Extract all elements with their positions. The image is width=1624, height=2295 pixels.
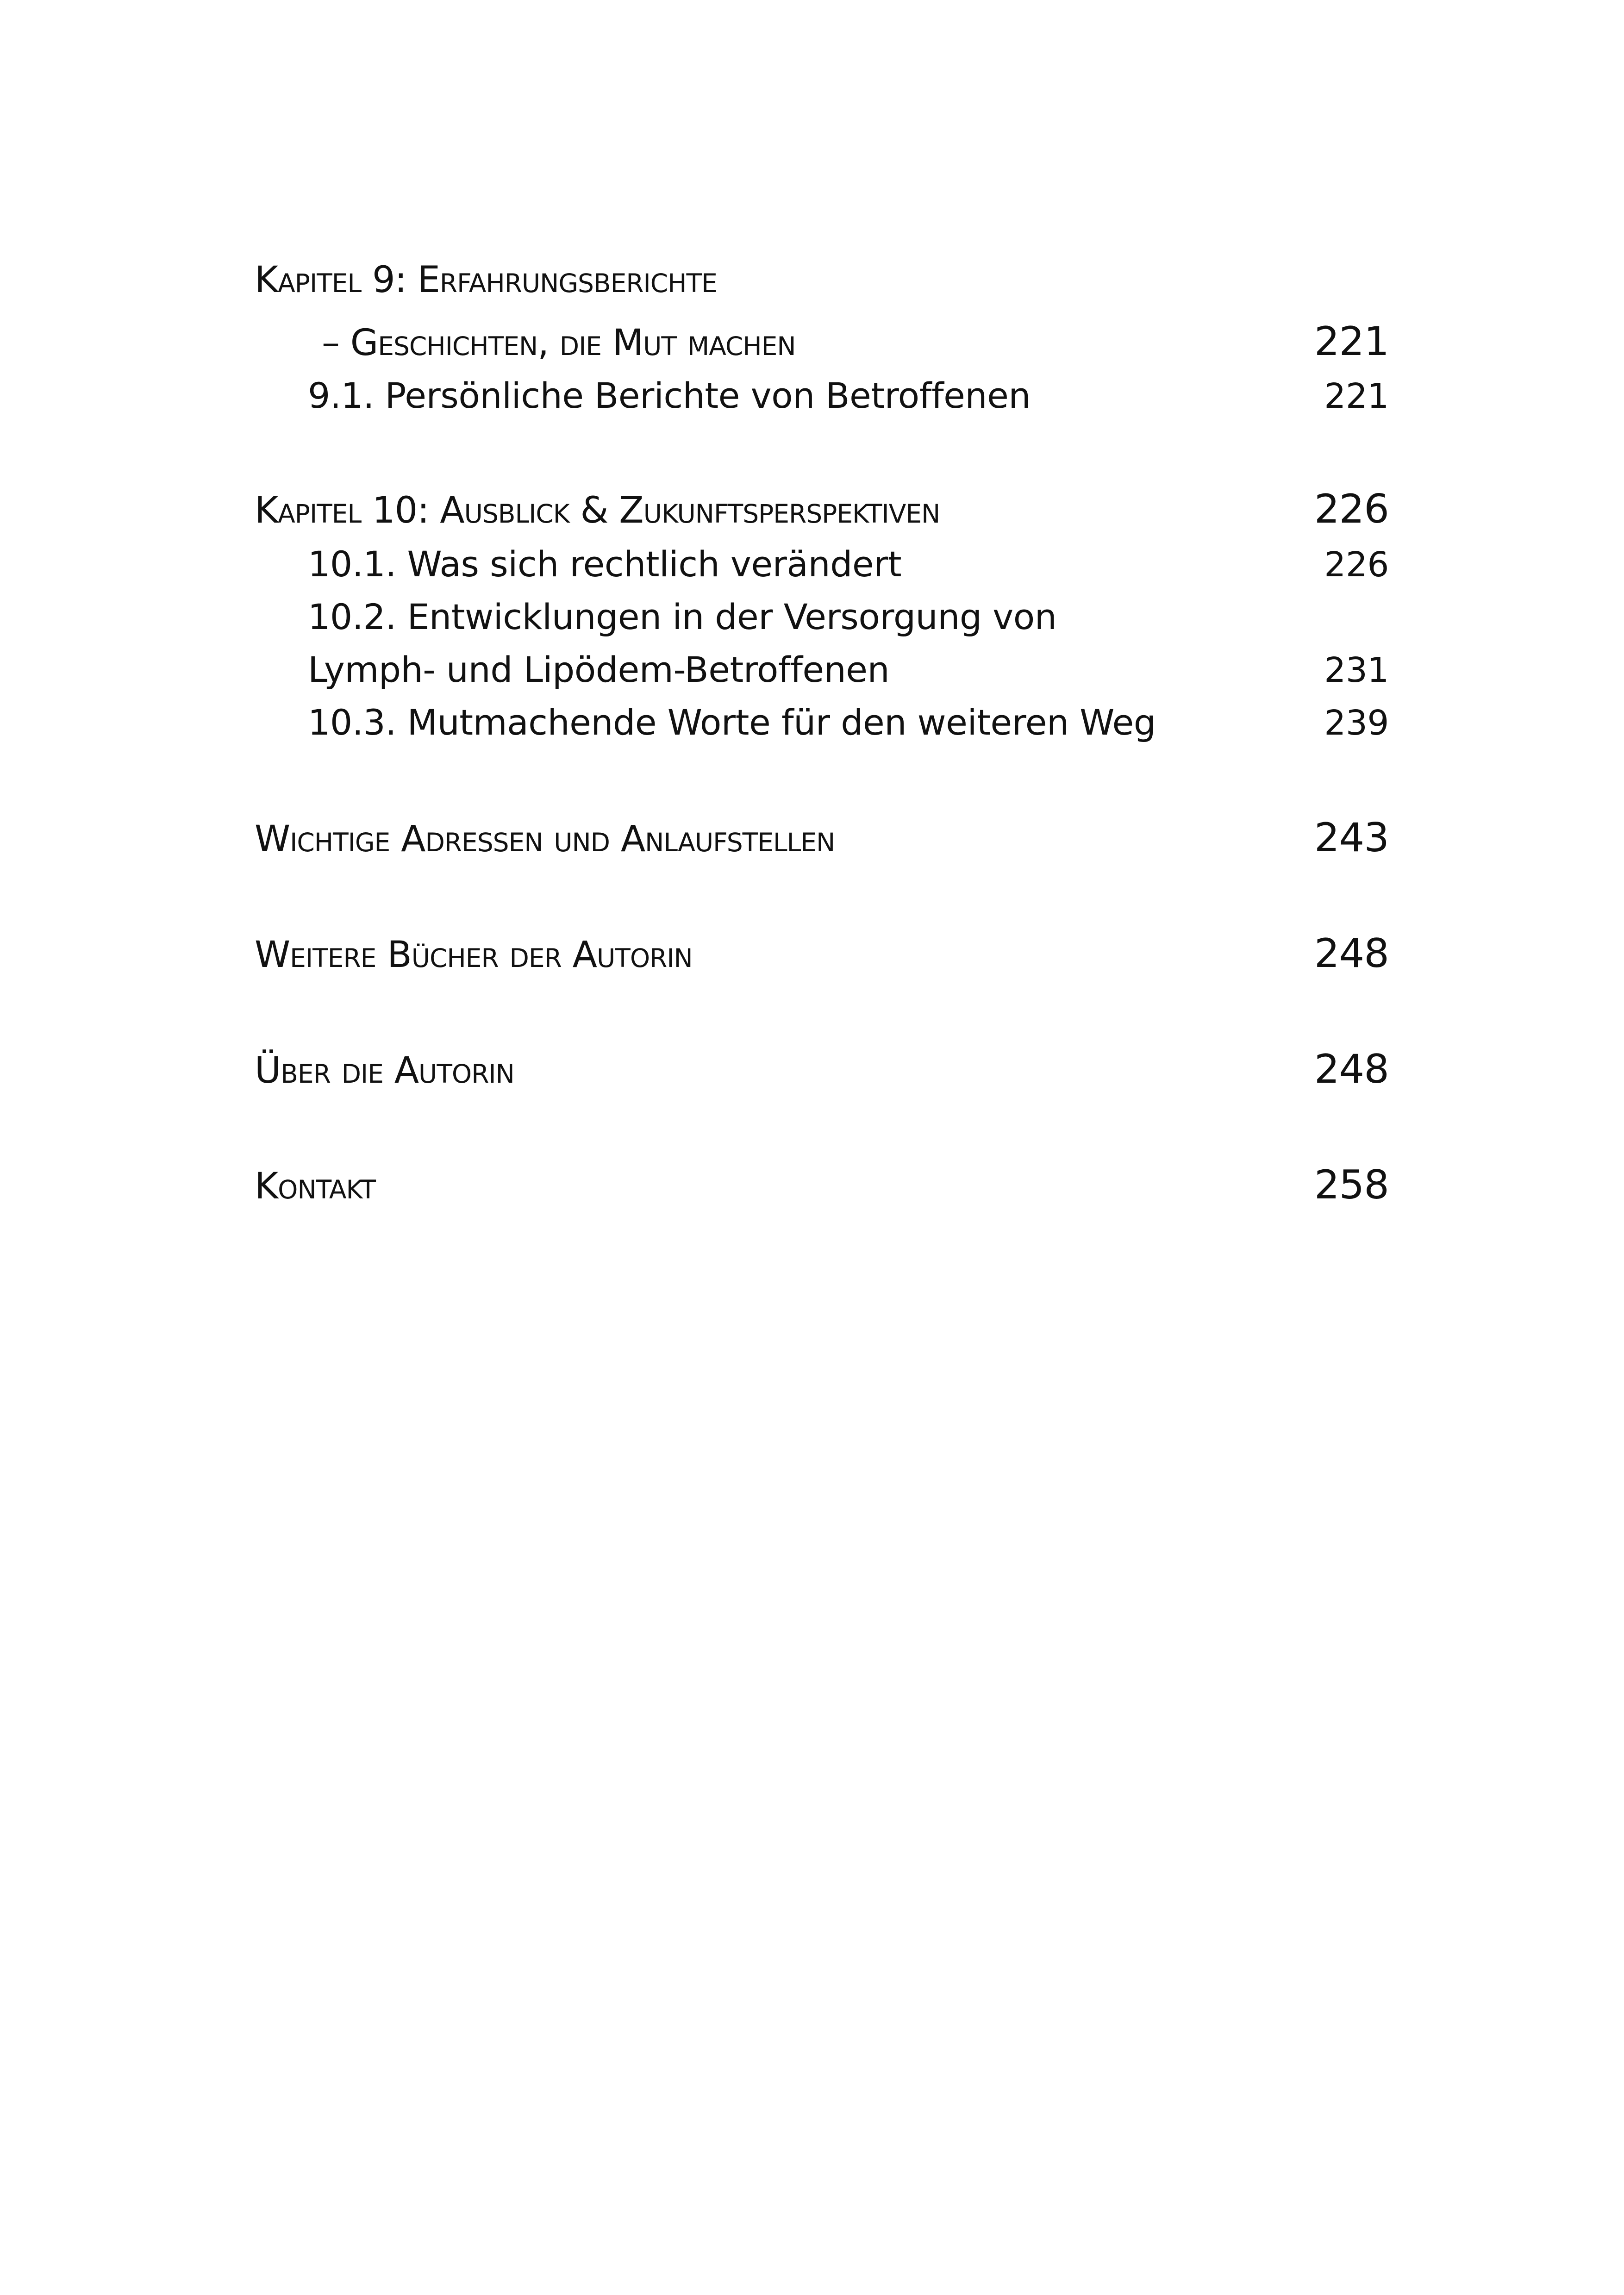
toc-entry-chapter-9 (255, 259, 1389, 301)
toc-entry-title: 10.2. Entwicklungen in der Versorgung von (308, 596, 1057, 637)
toc-entry-title: 10.1. Was sich rechtlich verändert (308, 543, 902, 585)
toc-entry-page: 226 (1324, 545, 1389, 585)
toc-entry-page: 258 (1314, 1162, 1389, 1208)
toc-entry-title: Lymph- und Lipödem-Betroffenen (308, 649, 890, 690)
toc-entry-more-books (255, 930, 1389, 977)
toc-entry-page: 221 (1324, 376, 1389, 416)
toc-entry-page: 226 (1314, 486, 1389, 532)
toc-entry-section-10-3 (255, 702, 1389, 743)
toc-entry-section-10-1 (255, 543, 1389, 585)
toc-entry-title: Kapitel 9: Erfahrungsberichte (255, 259, 717, 301)
toc-entry-about-author (255, 1046, 1389, 1092)
toc-entry-page: 248 (1314, 930, 1389, 977)
toc-entry-section-10-2-continued (255, 649, 1389, 690)
toc-entry-title: 9.1. Persönliche Berichte von Betroffenen (308, 375, 1031, 416)
toc-entry-page: 239 (1324, 703, 1389, 743)
toc-entry-title: Über die Autorin (255, 1050, 514, 1091)
toc-entry-chapter-9-continued (255, 318, 1389, 365)
toc-entry-title: Weitere Bücher der Autorin (255, 934, 693, 976)
toc-entry-addresses (255, 815, 1389, 861)
toc-entry-page: 221 (1314, 318, 1389, 365)
toc-entry-title: – Geschichten, die Mut machen (322, 322, 796, 364)
toc-entry-section-10-2 (255, 596, 1389, 637)
toc-entry-title: Kontakt (255, 1166, 375, 1207)
toc-entry-page: 248 (1314, 1046, 1389, 1092)
toc-entry-contact (255, 1162, 1389, 1208)
toc-entry-page: 243 (1314, 815, 1389, 861)
toc-entry-title: Kapitel 10: Ausblick & Zukunftsperspektiven (255, 490, 940, 531)
toc-entry-section-9-1 (255, 375, 1389, 416)
toc-entry-title: Wichtige Adressen und Anlaufstellen (255, 818, 835, 860)
toc-entry-chapter-10 (255, 486, 1389, 532)
toc-entry-title: 10.3. Mutmachende Worte für den weiteren Weg (308, 702, 1156, 743)
toc-entry-page: 231 (1324, 650, 1389, 690)
